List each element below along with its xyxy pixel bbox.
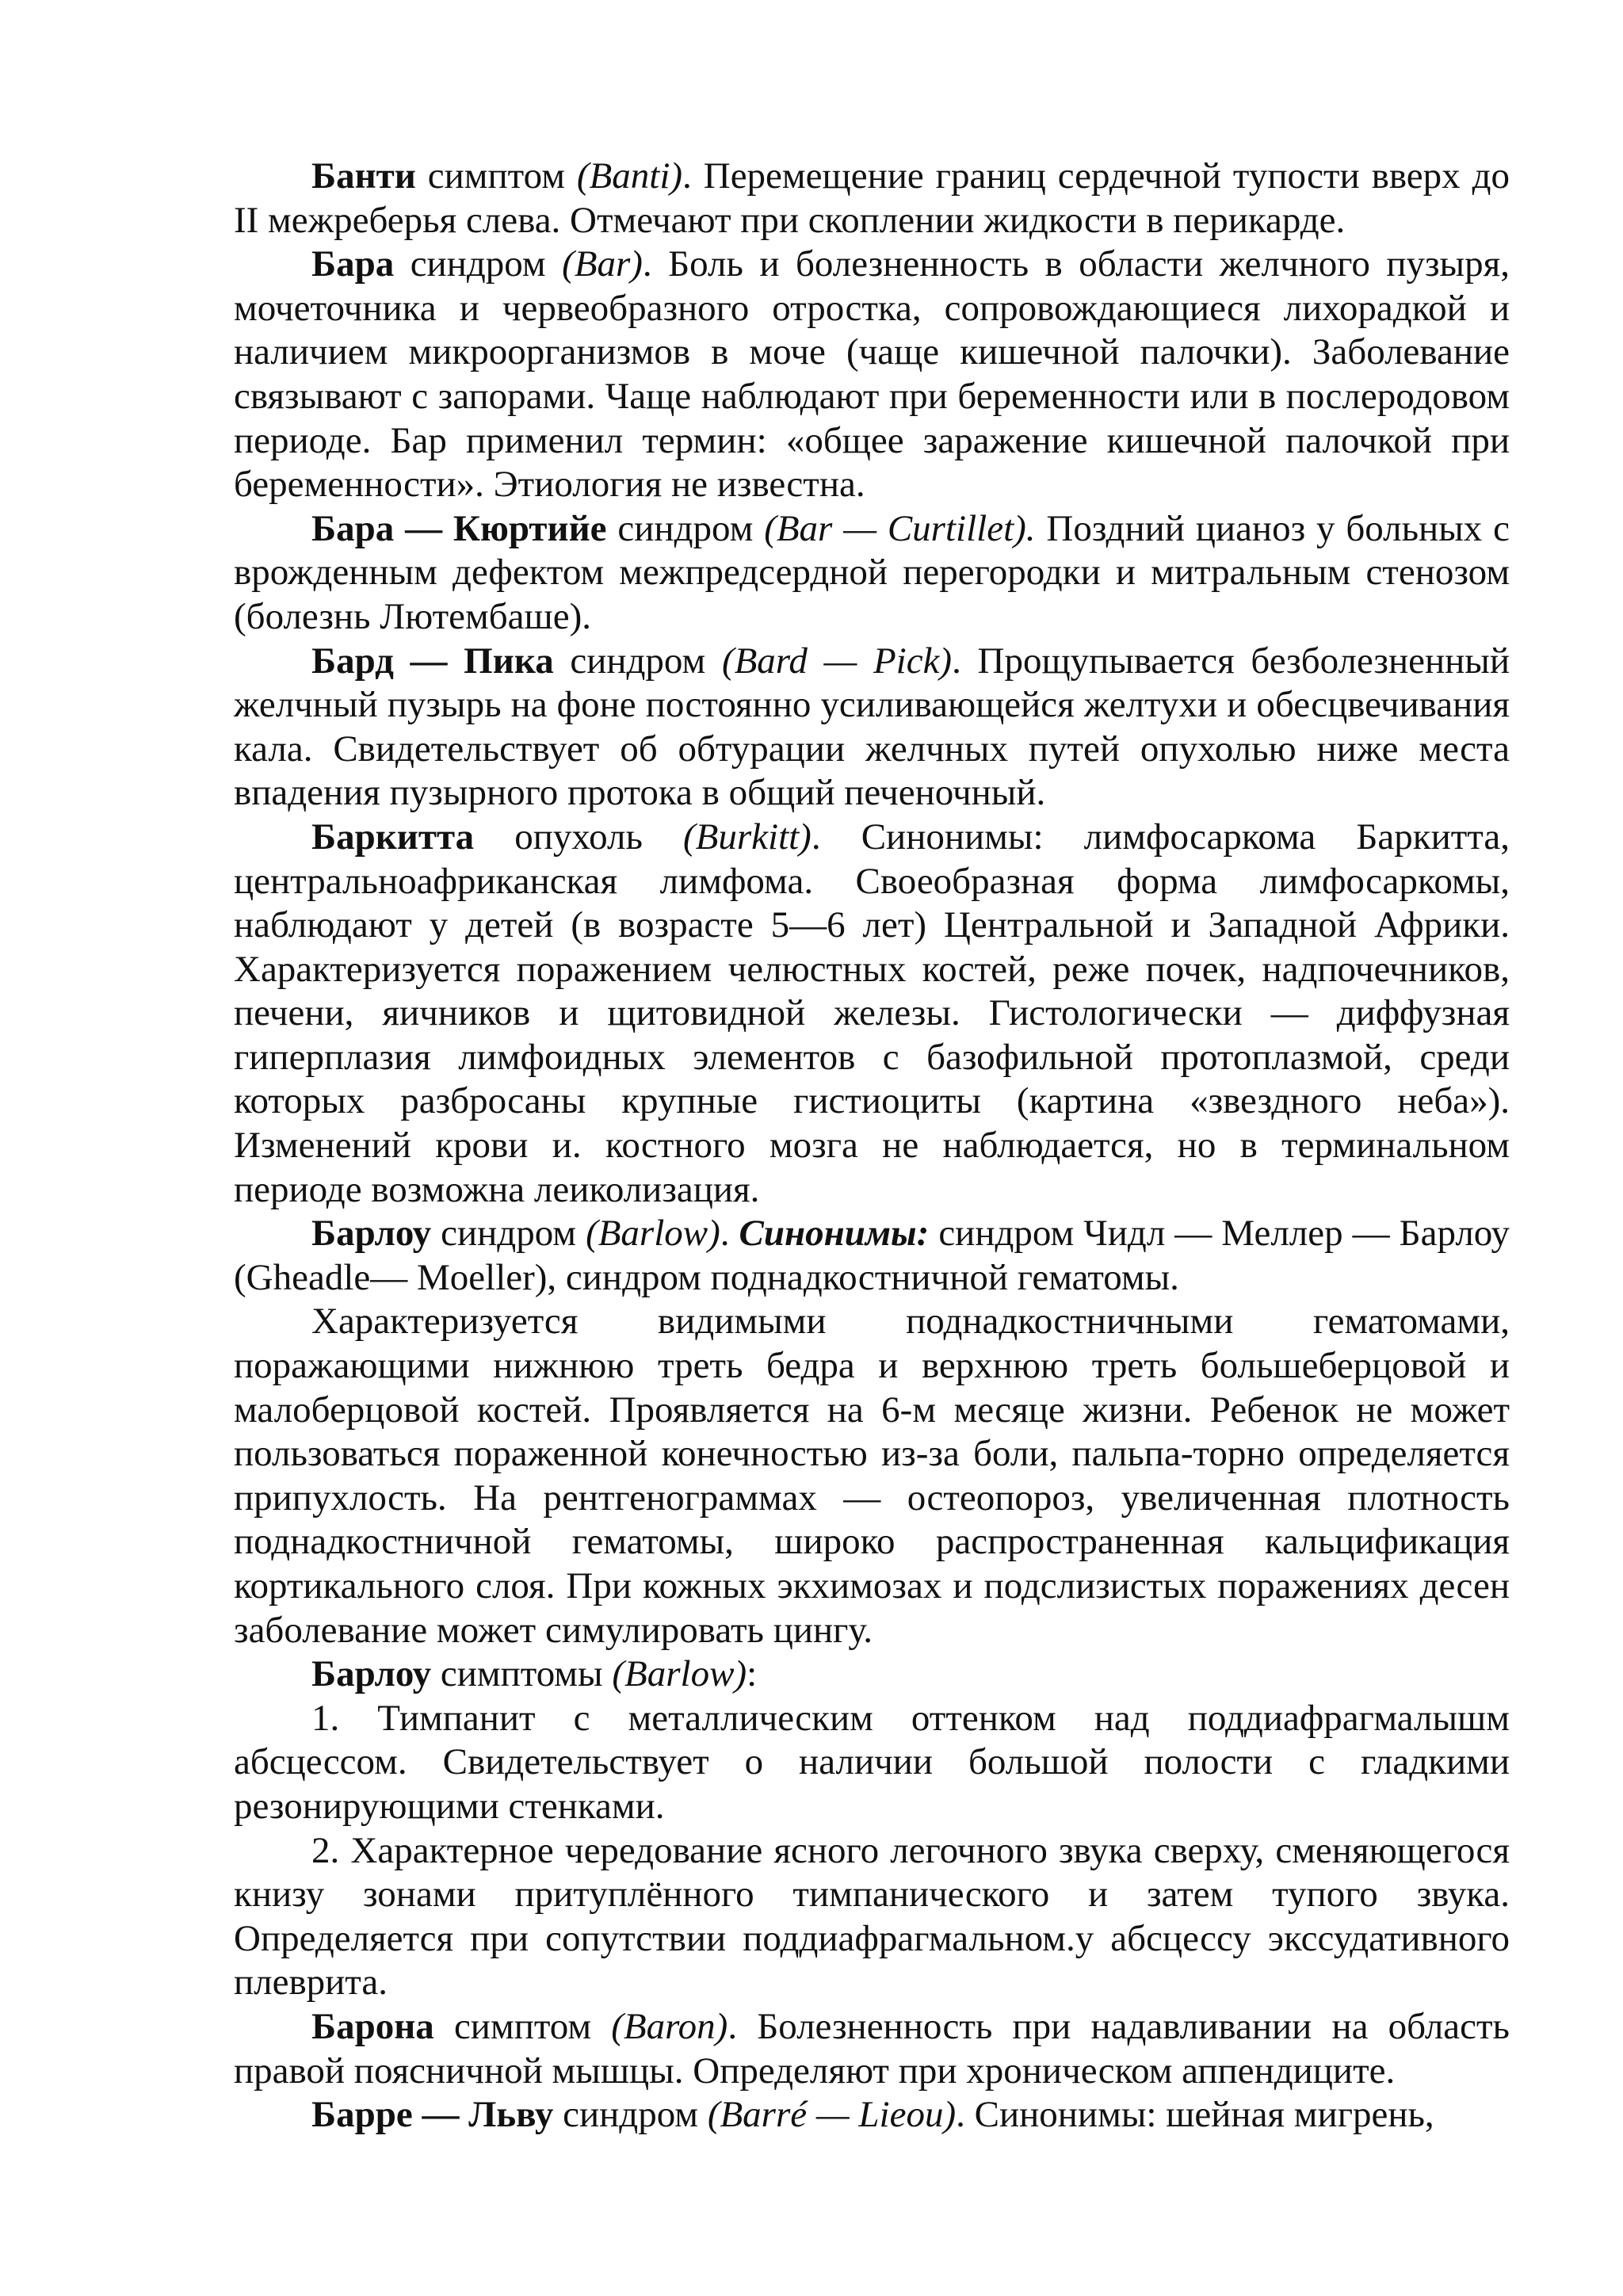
entry-text: синдром	[553, 640, 722, 682]
entry-latin-name: (Barré — Lieou)	[707, 2094, 957, 2136]
entry-text: . Синонимы: шейная мигрень,	[956, 2094, 1434, 2136]
entry-text: .	[720, 1213, 739, 1255]
entry-paragraph	[234, 507, 1510, 640]
entry-term: Бара	[311, 243, 395, 285]
entry-paragraph	[234, 1652, 1510, 1697]
entry-text: опухоль	[474, 816, 683, 858]
entry-term: Барлоу	[311, 1653, 432, 1695]
entry-paragraph	[234, 1212, 1510, 1300]
entry-text: симптом	[433, 2005, 612, 2047]
entry-text: . Прощупывается безболезненный желчный пузырь на фоне постоянно усиливающейся желтухи и обесцвечивания кала. Свидетельствует об обтурации желчных путей опухолью ниже места впадения пузырного протока в общий печеночный.	[234, 640, 1510, 814]
entry-latin-name: (Burkitt)	[683, 816, 812, 858]
entry-paragraph	[234, 2005, 1510, 2093]
entry-latin-name: (Barlow)	[586, 1213, 720, 1255]
entry-text: . Боль и болезненность в области желчного пузыря, мочеточника и червеобразного отростка, сопровождающиеся лихорадкой и наличием микроорганизмов в моче (чаще кишечной палочки). Заболевание связывают с запорами. Чаще наблюдают при беременности или в послеродовом периоде. Бар применил термин: «общее заражение кишечной палочкой при беременности». Этиология не известна.	[234, 243, 1510, 506]
entry-latin-name: (Banti)	[576, 155, 683, 197]
entry-term: Бара — Кюртийе	[311, 507, 607, 549]
entry-latin-name: (Bar)	[562, 243, 643, 285]
document-page	[234, 155, 1510, 2137]
entry-text: 2. Характерное чередование ясного легочного звука сверху, сменяющегося книзу зонами притуплённого тимпанического и затем тупого звука. Определяется при сопутствии поддиафрагмальном.у абсцессу экссудативного плеврита.	[234, 1829, 1510, 2004]
entry-paragraph	[234, 816, 1510, 1212]
entry-paragraph	[234, 640, 1510, 816]
entry-paragraph	[234, 2093, 1510, 2137]
entry-text: . Перемещение границ сердечной тупости вверх до II межреберья слева. Отмечают при скоплении жидкости в перикарде.	[234, 155, 1510, 241]
entry-text: 1. Тимпанит с металлическим оттенком над поддиафрагмалышм абсцессом. Свидетельствует о наличии большой полости с гладкими резонирующими стенками.	[234, 1697, 1510, 1827]
entry-term: Бард — Пика	[311, 640, 554, 682]
entry-text: синдром	[553, 2094, 708, 2136]
entry-term: Банти	[311, 155, 416, 197]
entry-latin-name: (Bar — Curtillet).	[764, 507, 1036, 549]
entry-term: Баркитта	[311, 816, 475, 858]
entry-term: Барре — Льву	[311, 2094, 554, 2136]
entry-text: симптомы	[431, 1653, 613, 1695]
entry-paragraph	[234, 1300, 1510, 1652]
entry-paragraph	[234, 243, 1510, 507]
entry-term: Барлоу	[311, 1213, 432, 1255]
entry-text: синдром	[431, 1213, 586, 1255]
entry-latin-name: (Bard — Pick)	[721, 640, 953, 682]
entry-text: Поздний цианоз у больных с врожденным дефектом межпредсердной перегородки и митральным стенозом (болезнь Лютембаше).	[234, 507, 1510, 637]
entry-latin-name: (Baron)	[611, 2005, 728, 2047]
entry-text: синдром	[394, 243, 563, 285]
entry-paragraph	[234, 155, 1510, 243]
entry-text: Характеризуется видимыми поднадкостничными гематомами, поражающими нижнюю треть бедра и верхнюю треть большеберцовой и малоберцовой костей. Проявляется на 6-м месяце жизни. Ребенок не может пользоваться пораженной конечностью из-за боли, пальпа-торно определяется припухлость. На рентгенограммах — остеопороз, увеличенная плотность поднадкостничной гематомы, широко распространенная кальцификация кортикального слоя. При кожных экхимозах и подслизистых поражениях десен заболевание может симулировать цингу.	[234, 1301, 1510, 1651]
entry-text: симптом	[415, 155, 577, 197]
entry-latin-name: (Barlow)	[612, 1653, 747, 1695]
entry-term: Барона	[311, 2005, 434, 2047]
entry-paragraph	[234, 1829, 1510, 2005]
entry-text: :	[747, 1653, 758, 1695]
entry-label: Синонимы:	[739, 1213, 930, 1255]
entry-text: . Синонимы: лимфосаркома Баркитта, центральноафриканская лимфома. Своеобразная форма лимфосаркомы, наблюдают у детей (в возрасте 5—6 лет) Центральной и Западной Африки. Характеризуется поражением челюстных костей, реже почек, надпочечников, печени, яичников и щитовидной железы. Гистологически — диффузная гиперплазия лимфоидных элементов с базофильной протоплазмой, среди которых разбросаны крупные гистиоциты (картина «звездного неба»). Изменений крови и. костного мозга не наблюдается, но в терминальном периоде возможна леиколизация.	[234, 816, 1510, 1210]
entry-text: . Болезненность при надавливании на область правой поясничной мышцы. Определяют при хроническом аппендиците.	[234, 2005, 1510, 2092]
entry-text: синдром	[606, 507, 765, 549]
entry-text: синдром Чидл — Меллер — Барлоу (Gheadle— Moeller), синдром поднадкостничной гематомы.	[234, 1213, 1510, 1298]
entry-paragraph	[234, 1697, 1510, 1829]
